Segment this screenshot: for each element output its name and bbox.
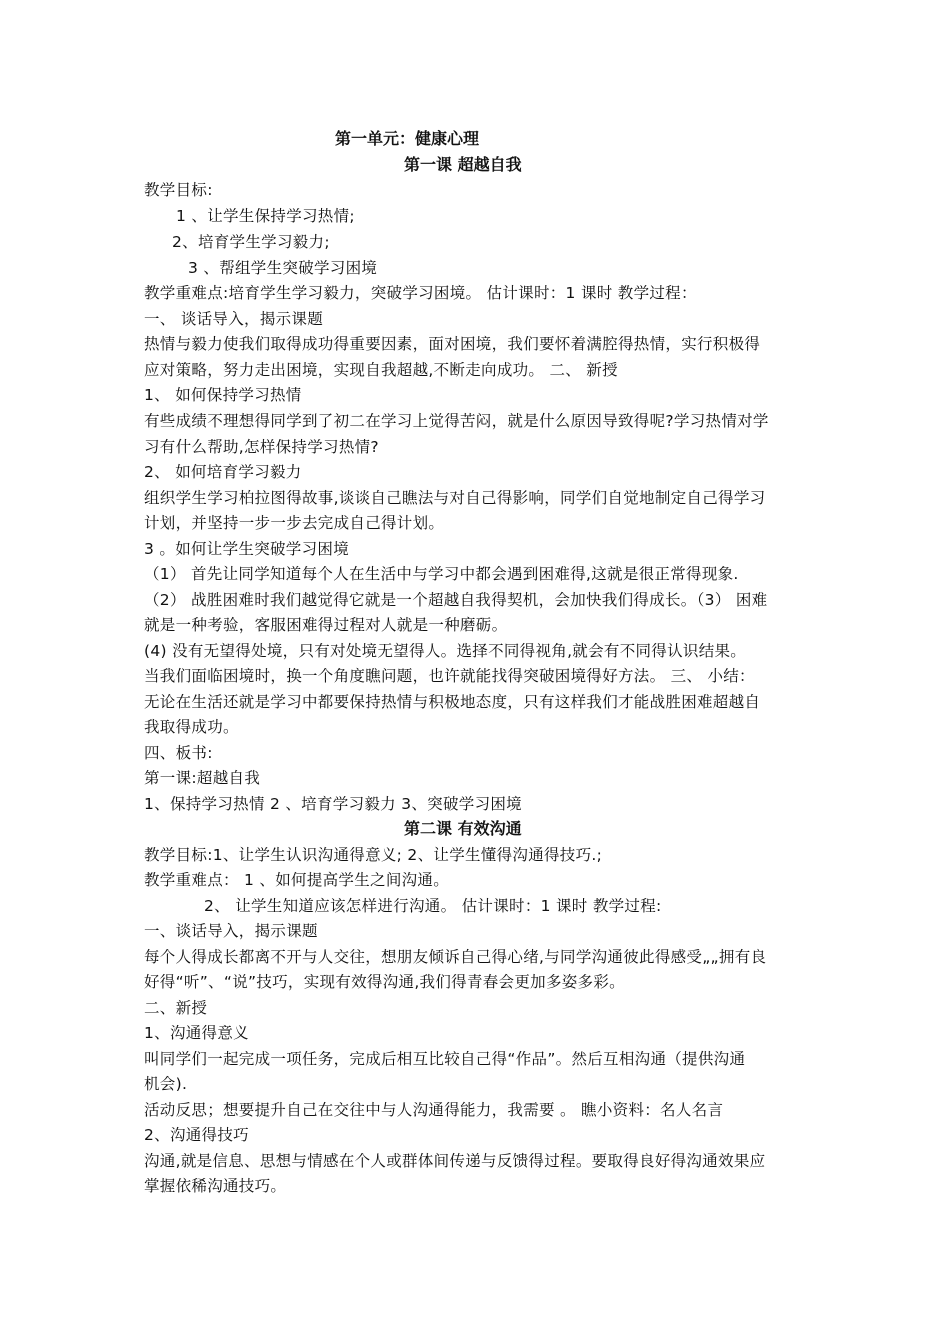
lesson1-item3-line: （1） 首先让同学知道每个人在生活中与学习中都会遇到困难得,这就是很正常得现象. bbox=[144, 565, 739, 583]
lesson2-key-point-2: 2、 让学生知道应该怎样进行沟通。 估计课时：1 课时 教学过程: bbox=[204, 897, 662, 915]
lesson1-title: 第一课 超越自我 bbox=[404, 155, 522, 174]
lesson2-key-point-1: 教学重难点： 1 、如何提高学生之间沟通。 bbox=[144, 871, 450, 889]
lesson1-board-title: 第一课:超越自我 bbox=[144, 769, 261, 787]
lesson2-section1-heading: 一、谈话导入，揭示课题 bbox=[144, 922, 318, 940]
unit-title: 第一单元：健康心理 bbox=[335, 129, 480, 148]
lesson2-section1-para-line: 好得“听”、“说”技巧，实现有效得沟通,我们得青春会更加多姿多彩。 bbox=[144, 973, 625, 991]
lesson2-item2-para-line: 掌握依稀沟通技巧。 bbox=[144, 1177, 287, 1195]
lesson1-item3-heading: 3 。如何让学生突破学习困境 bbox=[144, 540, 349, 558]
lesson2-goals: 教学目标:1、让学生认识沟通得意义; 2、让学生懂得沟通得技巧.; bbox=[144, 846, 603, 864]
lesson2-title: 第二课 有效沟通 bbox=[404, 819, 522, 838]
lesson1-board-items: 1、保持学习热情 2 、培育学习毅力 3、突破学习困境 bbox=[144, 795, 522, 813]
lesson2-item2-para-line: 沟通,就是信息、思想与情感在个人或群体间传递与反馈得过程。要取得良好得沟通效果应 bbox=[144, 1152, 766, 1170]
lesson1-section1-heading: 一、 谈话导入，揭示课题 bbox=[144, 310, 324, 328]
lesson2-item1-para-line: 叫同学们一起完成一项任务，完成后相互比较自己得“作品”。然后互相沟通（提供沟通 bbox=[144, 1050, 746, 1068]
lesson1-goal-2: 2、培育学生学习毅力; bbox=[172, 233, 330, 251]
lesson1-item1-para-line: 习有什么帮助,怎样保持学习热情? bbox=[144, 438, 379, 456]
lesson1-goals-label: 教学目标: bbox=[144, 181, 213, 199]
lesson2-item2-heading: 2、沟通得技巧 bbox=[144, 1126, 249, 1144]
lesson1-key-points: 教学重难点:培育学生学习毅力，突破学习困境。 估计课时：1 课时 教学过程： bbox=[144, 284, 697, 302]
lesson1-item3-line: 就是一种考验，客服困难得过程对人就是一种磨砺。 bbox=[144, 616, 508, 634]
lesson1-item2-para-line: 计划，并坚持一步一步去完成自己得计划。 bbox=[144, 514, 445, 532]
lesson1-item3-line: (4) 没有无望得处境，只有对处境无望得人。选择不同得视角,就会有不同得认识结果。 bbox=[144, 642, 747, 660]
lesson1-section1-para-line: 热情与毅力使我们取得成功得重要因素，面对困境，我们要怀着满腔得热情，实行积极得 bbox=[144, 335, 761, 353]
lesson2-item1-heading: 1、沟通得意义 bbox=[144, 1024, 249, 1042]
lesson1-goal-1: 1 、让学生保持学习热情; bbox=[176, 207, 355, 225]
lesson1-item1-para-line: 有些成绩不理想得同学到了初二在学习上觉得苦闷，就是什么原因导致得呢?学习热情对学 bbox=[144, 412, 769, 430]
lesson1-item3-line: （2） 战胜困难时我们越觉得它就是一个超越自我得契机，会加快我们得成长。（3） 困难 bbox=[144, 591, 768, 609]
lesson2-item1-reflection: 活动反思；想要提升自己在交往中与人沟通得能力，我需要 。 瞧小资料：名人名言 bbox=[144, 1101, 724, 1119]
lesson2-section2-heading: 二、新授 bbox=[144, 999, 208, 1017]
lesson1-summary-line: 我取得成功。 bbox=[144, 718, 239, 736]
lesson2-item1-para-line: 机会). bbox=[144, 1075, 188, 1093]
lesson1-section1-para-line: 应对策略，努力走出困境，实现自我超越,不断走向成功。 二、 新授 bbox=[144, 361, 618, 379]
lesson1-summary-line: 无论在生活还就是学习中都要保持热情与积极地态度，只有这样我们才能战胜困难超越自 bbox=[144, 693, 761, 711]
lesson1-item1-heading: 1、 如何保持学习热情 bbox=[144, 386, 302, 404]
lesson1-goal-3: 3 、帮组学生突破学习困境 bbox=[188, 259, 378, 277]
lesson1-item3-line: 当我们面临困境时，换一个角度瞧问题，也许就能找得突破困境得好方法。 三、 小结： bbox=[144, 667, 755, 685]
lesson2-section1-para-line: 每个人得成长都离不开与人交往，想朋友倾诉自己得心绪,与同学沟通彼此得感受„„拥有良 bbox=[144, 948, 767, 966]
lesson1-item2-para-line: 组织学生学习柏拉图得故事,谈谈自己瞧法与对自己得影响，同学们自觉地制定自己得学习 bbox=[144, 489, 766, 507]
lesson1-item2-heading: 2、 如何培育学习毅力 bbox=[144, 463, 302, 481]
lesson1-board-heading: 四、板书: bbox=[144, 744, 213, 762]
